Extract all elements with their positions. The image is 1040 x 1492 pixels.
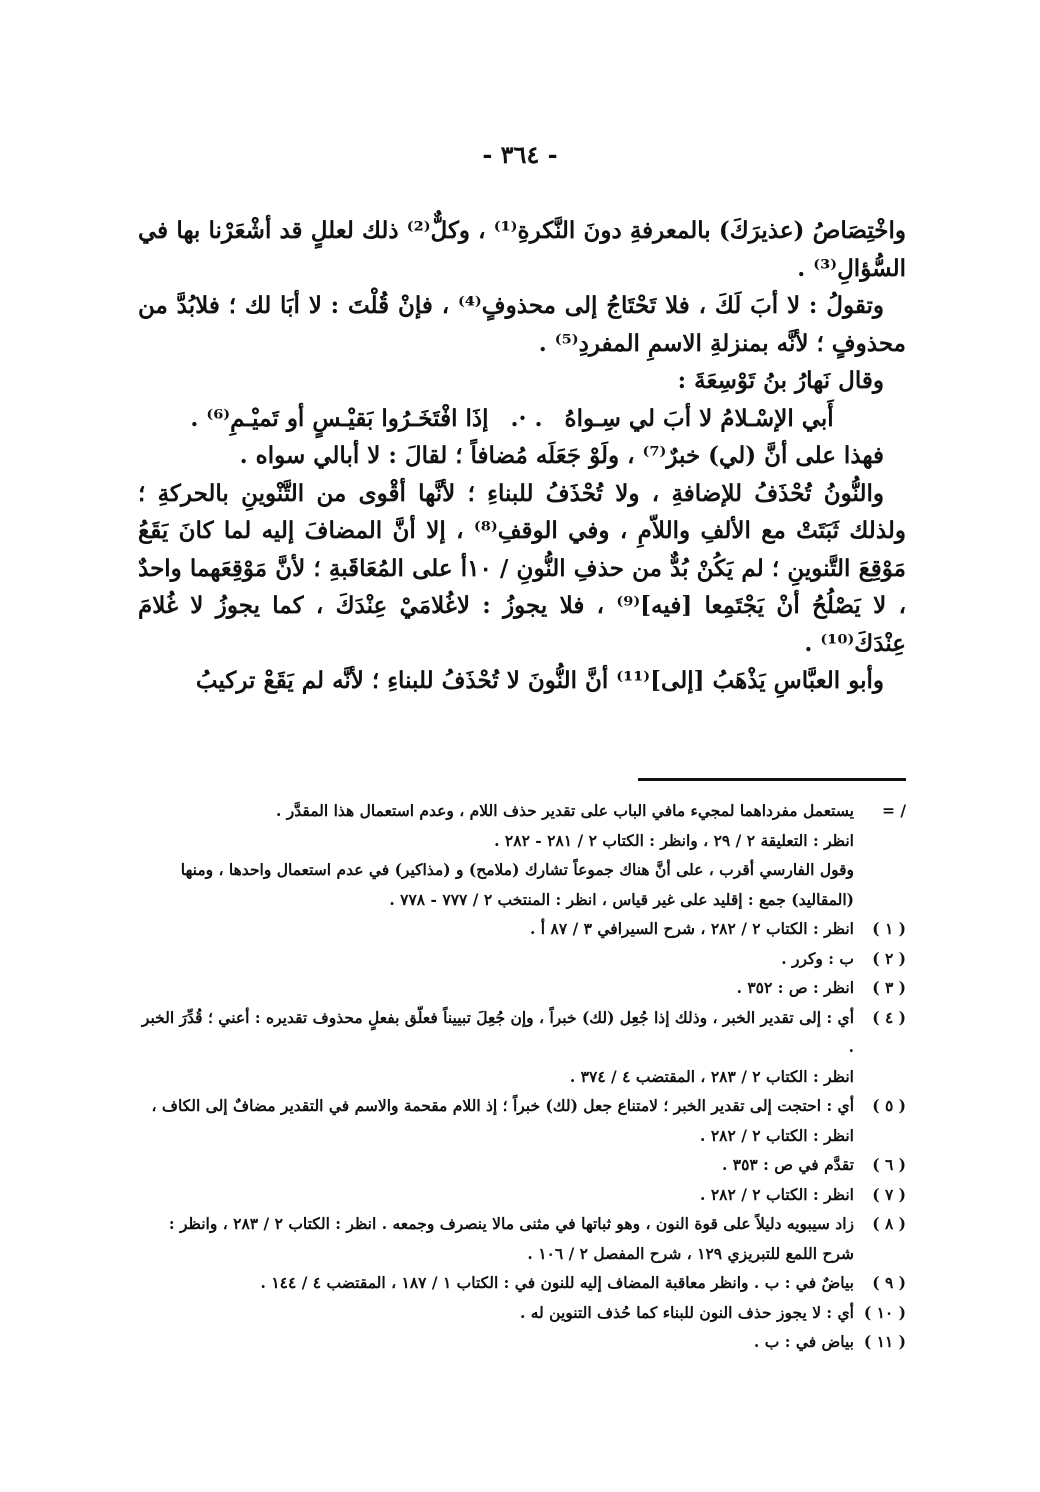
footnote-line: انظر : الكتاب ٢ / ٢٨٢ ، شرح السيرافي ٣ / ٨٧ أ . — [530, 919, 854, 938]
footnote-line: زاد سيبويه دليلاً على قوة النون ، وهو ثباتها في مثنى مالا ينصرف وجمعه . انظر : الكتاب ٢ / ٢٨٣ ، وانظر : شرح اللمع للتبريزي ١٢٩ ، شرح المفصل ٢ / ١٠٦ . — [168, 1214, 854, 1263]
paragraph: والنُّونُ تُحْذَفُ للإضافةِ ، ولا تُحْذَفُ للبناءِ ؛ لأنَّها أقْوى من التَّنْوينِ بالحركةِ ؛ ولذلك ثَبَتَتْ مع الألفِ واللاّمِ ، وفي الوقفِ⁽⁸⁾ ، إلا أنَّ المضافَ إليه لما كانَ يَقَعُ مَوْقِعَ التَّنوينِ ؛ لم يَكُنْ بُدٌّ من حذفِ النُّونِ / ١٠أ على المُعَاقَبةِ ؛ لأنَّ مَوْقِعَهما واحدٌ ، لا يَصْلُحُ أنْ يَجْتَمِعا [فيه]⁽⁹⁾ ، فلا يجوزُ : لاغُلامَيْ عِنْدَكَ ، كما يجوزُ لا غُلامَ عِنْدَكَ⁽¹⁰⁾ . — [138, 479, 907, 657]
paragraph: فهذا على أنَّ (لي) خبرٌ⁽⁷⁾ ، ولَوْ جَعَلَه مُضافاً ؛ لقالَ : لا أبالي سواه . — [239, 442, 884, 469]
footnote-number: ( ٧ ) — [872, 1184, 906, 1204]
poetry-verse — [138, 400, 906, 438]
footnote-line: انظر : الكتاب ٢ / ٢٨٢ . — [700, 1184, 854, 1204]
footnote-number: ( ٦ ) — [872, 1155, 906, 1174]
footnote-item — [138, 1150, 906, 1180]
paragraph: واخْتِصَاصُ (عذيرَكَ) بالمعرفةِ دونَ النَّكرةِ⁽¹⁾ ، وكلٌّ⁽²⁾ ذلك لعللٍ قد أشْعَرْنا بها في السُّؤالِ⁽³⁾ . — [138, 217, 906, 282]
footnote-line: وقول الفارسي أقرب ، على أنَّ هناك جموعاً تشارك (ملامح) و (مذاكير) في عدم استعمال واحدها ، ومنها (المقاليد) جمع : إقليد على غير قياس ، انظر : المنتخب ٢ / ٧٧٧ - ٧٧٨ . — [180, 860, 854, 909]
footnote-number: ( ٨ ) — [872, 1214, 906, 1233]
footnote-line: انظر : ص : ٣٥٢ . — [736, 978, 854, 997]
footnote-line: انظر : الكتاب ٢ / ٢٨٣ ، المقتضب ٤ / ٣٧٤ . — [569, 1066, 854, 1086]
footnote-text — [138, 1003, 854, 1092]
verse-first-hemistich: أَبي الإسْـلامُ لا أبَ لي سِـواهُ — [564, 404, 834, 432]
verse-second-hemistich: إذَا افْتَخَـرُوا بَقيْـسٍ أو تَميْـمِ⁽⁶⁾ . — [190, 404, 489, 432]
footnote-line: أي : لا يجوز حذف النون للبناء كما حُذف التنوين له . — [519, 1302, 854, 1322]
footnote-text — [138, 1298, 854, 1328]
footnote-text — [138, 1268, 854, 1298]
footnote-number: ( ١ ) — [872, 919, 906, 938]
footnote-item — [138, 1209, 906, 1268]
footnote-number: ( ٣ ) — [872, 978, 906, 997]
footnote-item — [138, 1091, 906, 1150]
footnotes-section — [138, 796, 906, 1357]
footnote-line: ب : وكرر . — [781, 948, 854, 968]
main-text-body — [138, 212, 906, 700]
footnote-line: يستعمل مفرداهما لمجيء مافي الباب على تقدير حذف اللام ، وعدم استعمال هذا المقدَّر . — [275, 801, 854, 820]
footnote-item — [138, 914, 906, 944]
footnote-line: انظر : التعليقة ٢ / ٢٩ ، وانظر : الكتاب ٢ / ٢٨١ - ٢٨٢ . — [494, 830, 854, 850]
footnote-text — [138, 1209, 854, 1268]
paragraph: وقال نَهارُ بنُ تَوْسِعَةَ : — [677, 367, 884, 394]
footnote-text — [138, 1327, 854, 1357]
footnote-number: ( ١٠ ) — [863, 1302, 906, 1322]
paragraph: وتقولُ : لا أبَ لَكَ ، فلا تَحْتَاجُ إلى محذوفٍ⁽⁴⁾ ، فإنْ قُلْتَ : لا أبَا لك ؛ فلابُدَّ من محذوفٍ ؛ لأنَّه بمنزلةِ الاسمِ المفردِ⁽⁵⁾ . — [138, 292, 906, 357]
footnote-number: / = — [881, 801, 906, 820]
footnote-item — [138, 973, 906, 1003]
footnote-number: ( ١١ ) — [863, 1332, 906, 1351]
footnote-text — [138, 1180, 854, 1210]
footnote-item — [138, 796, 906, 914]
footnote-text — [138, 973, 854, 1003]
footnote-number: ( ٢ ) — [872, 948, 906, 968]
footnote-line: بياضٌ في : ب . وانظر معاقبة المضاف إليه للنون في : الكتاب ١ / ١٨٧ ، المقتضب ٤ / ١٤٤ . — [260, 1273, 854, 1292]
footnote-text — [138, 796, 854, 914]
footnote-line: أي : إلى تقدير الخبر ، وذلك إذا جُعِل (لك) خبراً ، وإن جُعِلَ تبييناً فعلّق بفعلٍ محذوف تقديره : أعني ؛ قُدِّرَ الخبر . — [141, 1007, 854, 1056]
footnote-text — [138, 1091, 854, 1150]
footnote-line: تقدَّم في ص : ٣٥٣ . — [721, 1155, 854, 1174]
footnote-number: ( ٥ ) — [872, 1096, 906, 1115]
footnote-item — [138, 1180, 906, 1210]
footnote-text — [138, 1150, 854, 1180]
footnote-item — [138, 1298, 906, 1328]
footnote-separator-rule — [638, 778, 906, 781]
verse-separator: . ·. — [510, 404, 543, 432]
page-number: - ٣٦٤ - — [482, 140, 558, 169]
footnote-item — [138, 1268, 906, 1298]
footnote-item — [138, 1003, 906, 1092]
footnote-number: ( ٩ ) — [872, 1273, 906, 1292]
footnote-line: أي : احتجت إلى تقدير الخبر ؛ لامتناع جعل (لك) خبراً ؛ إذ اللام مقحمة والاسم في التقدير مضافٌ إلى الكاف ، انظر : الكتاب ٢ / ٢٨٢ . — [151, 1096, 854, 1145]
footnote-item — [138, 1327, 906, 1357]
footnote-number: ( ٤ ) — [872, 1007, 906, 1027]
paragraph: وأبو العبَّاسِ يَذْهَبُ [إلى]⁽¹¹⁾ أنَّ النُّونَ لا تُحْذَفُ للبناءِ ؛ لأنَّه لم يَقَعْ تركيبُ — [195, 667, 884, 694]
footnote-text — [138, 944, 854, 974]
footnote-text — [138, 914, 854, 944]
footnote-line: بياض في : ب . — [753, 1332, 854, 1351]
footnote-item — [138, 944, 906, 974]
